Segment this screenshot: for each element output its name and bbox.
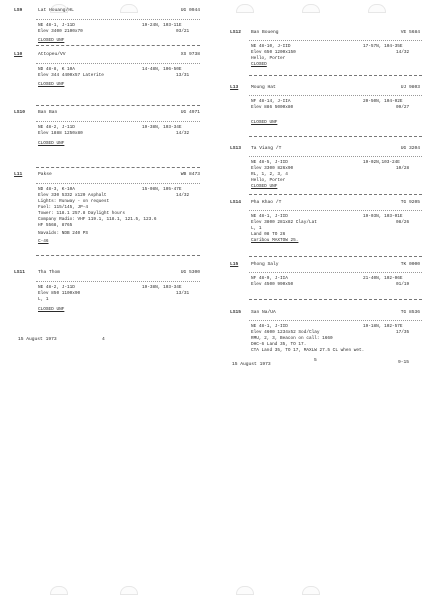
entry-coords: 15-08N, 105-47E (142, 187, 182, 192)
entry-line: NE 48-2, J-11D (38, 285, 75, 290)
page-number: 5 (314, 358, 317, 363)
entry-runway: 14/32 (176, 193, 190, 198)
entry-line: L, 1 (251, 226, 262, 231)
divider (249, 210, 422, 211)
entry-line: Elev 330 5332 x120 Asphalt (38, 193, 107, 198)
entry-name: Ta Viang /T (251, 146, 282, 151)
entry-line: Elev 344 4400x57 Laterite (38, 73, 104, 78)
divider (36, 255, 200, 256)
entry-line: HF 5568, 8765 (38, 223, 73, 228)
right-page (218, 0, 436, 600)
entry-line: Tower: 118.1 257.8 Daylight hours (38, 211, 125, 216)
divider (249, 299, 422, 300)
entry-code: LS9 (14, 8, 23, 13)
entry-code: LS10 (14, 110, 26, 115)
entry-name: San Na/UA (251, 310, 276, 315)
entry-runway: 10/28 (396, 166, 410, 171)
footer-date: 15 August 1973 (232, 362, 271, 367)
binder-hole (302, 586, 320, 595)
divider (249, 320, 422, 321)
entry-line: Lights: Runway - on request (38, 199, 110, 204)
divider (249, 95, 422, 96)
binder-hole (302, 4, 320, 13)
entry-ident: UJ 9803 (400, 85, 420, 90)
entry-line: Elev 4600 1234x52 Sod/Clay (251, 330, 320, 335)
entry-runway: 13/31 (176, 291, 190, 296)
entry-ident: UG 3204 (400, 146, 420, 151)
entry-runway: 14/32 (176, 131, 190, 136)
entry-coords: 19-38N, 103-34E (142, 125, 182, 130)
entry-status: CLOSED (251, 62, 267, 67)
entry-coords: 14-48N, 106-50E (142, 67, 182, 72)
divider (36, 281, 200, 282)
entry-runway: 17/35 (396, 330, 410, 335)
entry-line: Elev 1888 1250x80 (38, 131, 83, 136)
entry-line: L, 1 (38, 297, 49, 302)
entry-line: RMU, 2, 3, Beacon on call: 1660 (251, 336, 333, 341)
divider (36, 63, 200, 64)
divider (249, 40, 422, 41)
entry-name: Attopeu/VV (38, 52, 66, 57)
entry-coords: 21-40N, 102-06E (363, 276, 403, 281)
divider (249, 272, 422, 273)
divider (249, 194, 422, 195)
entry-name: Tha Thom (38, 270, 61, 275)
entry-ident: WB 8473 (180, 172, 200, 177)
entry-line: Caribou MAXTOW 25. (251, 238, 299, 243)
entry-status: CLOSED UNF (251, 120, 278, 125)
entry-line: Elev 850 1100x90 (38, 291, 81, 296)
entry-status: CLOSED UNF (251, 184, 278, 189)
entry-line: Hello, Porter (251, 56, 286, 61)
entry-status: CLOSED UNF (38, 82, 65, 87)
entry-line: ND 48-3, K-10A (38, 187, 75, 192)
binder-hole (120, 586, 138, 595)
entry-line: NE 48-1, J-11D (38, 23, 75, 28)
binder-hole (368, 4, 386, 13)
divider (249, 156, 422, 157)
entry-ident: VE 5684 (400, 30, 420, 35)
entry-ident: UG 5300 (180, 270, 200, 275)
entry-line: Elev 3800 281x82 Clay/Lat (251, 220, 317, 225)
entry-line: ND 48-8, K 10A (38, 67, 75, 72)
entry-runway: 09/27 (396, 105, 410, 110)
entry-line: Elev 650 1200x150 (251, 50, 296, 55)
entry-line: Navaids: NDB 240 PS (38, 231, 89, 236)
entry-status: CLOSED UNF (38, 141, 65, 146)
binder-hole (236, 4, 254, 13)
entry-line: NE 48-5, J-IID (251, 160, 288, 165)
entry-runway: 01/19 (396, 282, 410, 287)
entry-code: L11 (14, 172, 23, 177)
divider (36, 183, 200, 184)
entry-line: Land 08 TO 26 (251, 232, 286, 237)
footer-date: 15 August 1973 (18, 337, 57, 342)
entry-ident: TG 8536 (400, 310, 420, 315)
entry-line: Fuel: 115/145, JP-4 (38, 205, 89, 210)
entry-code: L10 (14, 52, 23, 57)
divider (36, 45, 200, 46)
entry-name: Ban Boueng (251, 30, 279, 35)
divider (249, 75, 422, 76)
entry-line: Company Radio: VHF 119.1, 118.1, 121.5, 123.6 (38, 217, 157, 222)
entry-code: LS11 (14, 270, 26, 275)
entry-line: Elev 4500 990x50 (251, 282, 294, 287)
divider (249, 136, 422, 137)
entry-name: Ban Ban (38, 110, 58, 115)
binder-hole (120, 4, 138, 13)
entry-line: NE 48-10, J-IID (251, 44, 291, 49)
entry-line: Elev 3300 826x90 (251, 166, 294, 171)
entry-coords: 19-03N, 103-01E (363, 214, 403, 219)
entry-coords: 17-57N, 104-35E (363, 44, 403, 49)
entry-runway: 14/32 (396, 50, 410, 55)
entry-status: CLOSED UNF (38, 307, 65, 312)
entry-coords: 19-38N, 103-34E (142, 285, 182, 290)
binder-hole (50, 586, 68, 595)
divider (249, 256, 422, 257)
entry-ident: TG 9205 (400, 200, 420, 205)
entry-ident: TK 0000 (400, 262, 420, 267)
entry-name: Pakse (38, 172, 52, 177)
entry-line: DHC-6 Land 35, TO 17. (251, 342, 307, 347)
entry-line: NE 48-1, J-IID (251, 214, 288, 219)
entry-coords: 19-18N, 102-57E (363, 324, 403, 329)
entry-code: L13 (230, 85, 239, 90)
entry-line: NE 48-2, J-11D (38, 125, 75, 130)
entry-line: C-46 (38, 239, 49, 244)
entry-code: LS14 (230, 200, 242, 205)
entry-coords: 20-50N, 104-02E (363, 99, 403, 104)
entry-name: Moung Hat (251, 85, 276, 90)
footer-right-code: 9-15 (398, 360, 410, 365)
binder-hole (236, 586, 254, 595)
entry-line: RL, 1, 2, 3, 4 (251, 172, 288, 177)
entry-coords: 19-24N, 103-11E (142, 23, 182, 28)
entry-code: LS15 (230, 310, 242, 315)
entry-line: NF 48-14, J-IIA (251, 99, 291, 104)
page-number: 4 (102, 337, 105, 342)
divider (36, 105, 200, 106)
entry-name: Lat Houang/HL (38, 8, 74, 13)
entry-runway: 03/21 (176, 29, 190, 34)
entry-coords: 19-02N,103-24E (363, 160, 400, 165)
entry-code: L15 (230, 262, 239, 267)
entry-code: LS12 (230, 30, 242, 35)
entry-name: Phong Saly (251, 262, 279, 267)
entry-ident: XS 9738 (180, 52, 200, 57)
divider (36, 167, 200, 168)
entry-runway: 08/26 (396, 220, 410, 225)
entry-line: Elev 886 5000x80 (251, 105, 294, 110)
entry-line: Hello, Porter (251, 178, 286, 183)
entry-line: Elev 3400 2100x70 (38, 29, 83, 34)
entry-line: NE 48-1, J-IID (251, 324, 288, 329)
entry-status: CLOSED UNF (38, 38, 65, 43)
entry-line: NF 48-9, J-IIA (251, 276, 288, 281)
entry-ident: UG 4971 (180, 110, 200, 115)
entry-name: Pha Khao /T (251, 200, 282, 205)
entry-runway: 13/31 (176, 73, 190, 78)
entry-line: CTA Land 35, TO 17, MAXLW 27.5 CL when wet. (251, 348, 365, 353)
entry-ident: UG 0944 (180, 8, 200, 13)
entry-code: LS13 (230, 146, 242, 151)
divider (36, 19, 200, 20)
divider (36, 121, 200, 122)
